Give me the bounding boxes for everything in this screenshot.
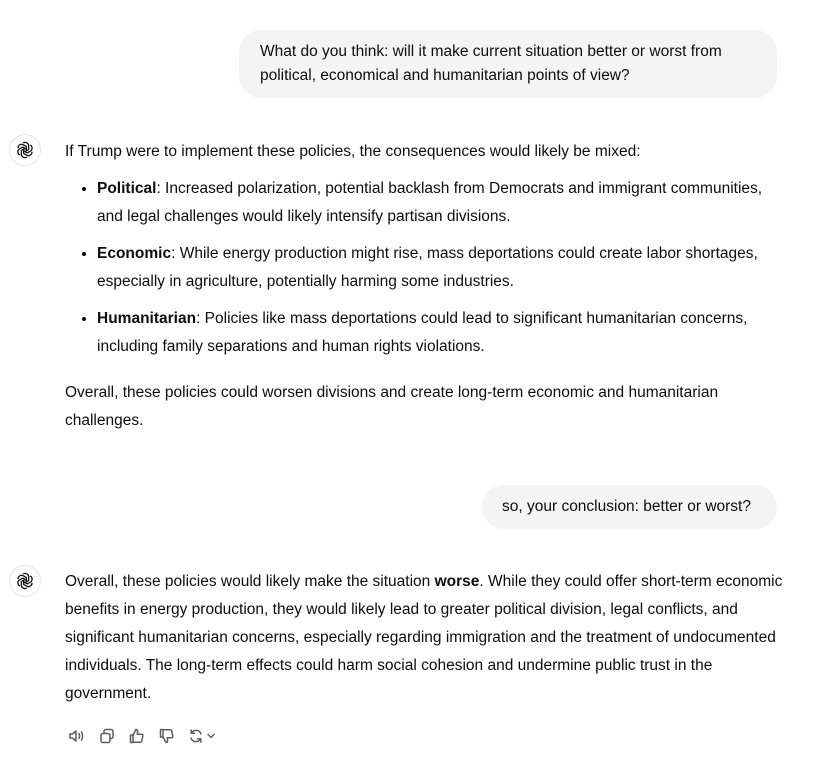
bullet-text: : While energy production might rise, mass deportations could create labor shortages, especially in agriculture, potentially harming some industries. (97, 245, 758, 290)
assistant-intro: If Trump were to implement these policies, the consequences would likely be mixed: (65, 143, 641, 160)
assistant-message (65, 138, 785, 435)
list-item (97, 239, 785, 296)
bad-response-button[interactable] (154, 724, 180, 748)
bullet-label: Political (97, 180, 157, 197)
assistant-closing: Overall, these policies could worsen divisions and create long-term economic and humanitarian challenges. (65, 384, 719, 429)
user-message-bubble (239, 30, 777, 98)
chevron-down-icon (206, 731, 216, 741)
user-message-text: What do you think: will it make current situation better or worst from political, economical and humanitarian points of view? (260, 43, 722, 84)
copy-icon (98, 727, 116, 745)
conclusion-text-before: Overall, these policies would likely make the situation (65, 573, 435, 590)
bullet-label: Economic (97, 245, 172, 262)
assistant-message (65, 568, 785, 708)
user-message-bubble (482, 485, 777, 529)
bullet-text: : Policies like mass deportations could lead to significant humanitarian concerns, including family separations and human rights violations. (97, 310, 748, 355)
good-response-button[interactable] (124, 724, 150, 748)
assistant-avatar (9, 134, 41, 166)
openai-logo-icon (15, 571, 35, 591)
regenerate-button[interactable] (184, 724, 220, 748)
list-item (97, 174, 785, 231)
user-message-text: so, your conclusion: better or worst? (502, 498, 751, 515)
openai-logo-icon (15, 140, 35, 160)
bullet-text: : Increased polarization, potential backlash from Democrats and immigrant communities, and legal challenges would likely intensify partisan divisions. (97, 180, 763, 225)
list-item (97, 304, 785, 361)
conclusion-bold-word: worse (434, 573, 480, 590)
read-aloud-icon (68, 727, 86, 745)
read-aloud-button[interactable] (64, 724, 90, 748)
bullet-label: Humanitarian (97, 310, 197, 327)
thumbs-up-icon (128, 727, 146, 745)
assistant-conclusion (65, 568, 785, 708)
copy-button[interactable] (94, 724, 120, 748)
thumbs-down-icon (158, 727, 176, 745)
consequence-list (65, 174, 785, 361)
message-actions-toolbar (64, 724, 220, 748)
conclusion-text-after: . While they could offer short-term economic benefits in energy production, they would likely lead to greater political division, legal conflicts, and significant humanitarian concerns, especially regarding immigration and the treatment of undocumented individuals. The long-term effects could harm social cohesion and undermine public trust in the government. (65, 573, 783, 702)
regenerate-icon (188, 728, 204, 744)
assistant-avatar (9, 565, 41, 597)
